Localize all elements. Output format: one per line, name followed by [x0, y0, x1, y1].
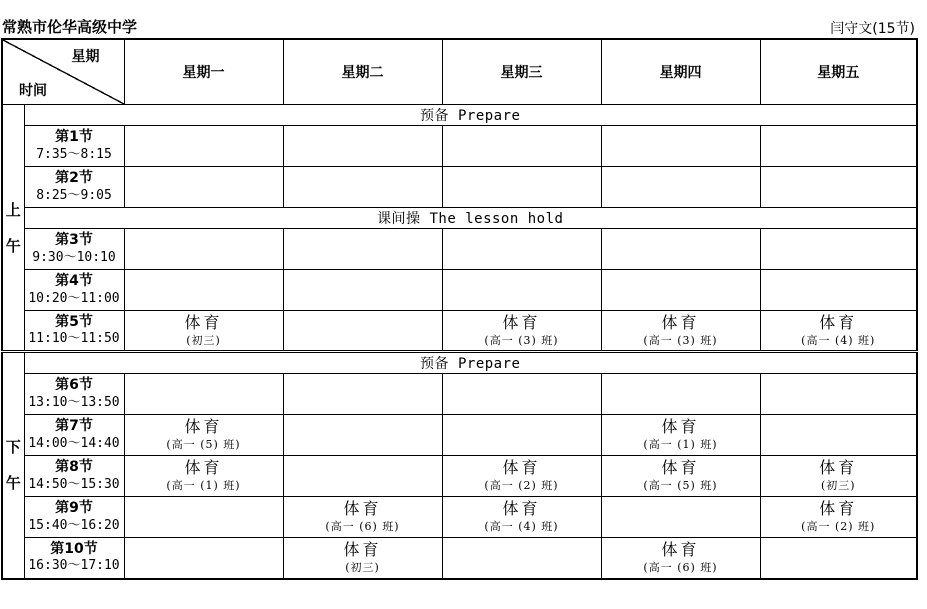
period-label: [24, 415, 124, 456]
schedule-cell-fri: [760, 374, 917, 415]
schedule-cell-wed: [442, 126, 601, 167]
schedule-cell-fri: [760, 415, 917, 456]
schedule-cell-thu: [601, 415, 760, 456]
period-row: [2, 167, 917, 208]
corner-cell: [2, 39, 124, 105]
subject-name: 体育: [661, 458, 700, 477]
prepare-pm-row: [2, 352, 917, 374]
half-label-text: 下 午: [5, 438, 21, 493]
class-name: (高一 (6) 班): [643, 560, 718, 574]
prepare-am: 预备 Prepare: [24, 105, 917, 126]
period-number: 第10节: [50, 540, 98, 557]
period-label: [24, 167, 124, 208]
schedule-cell-mon: [124, 311, 283, 352]
schedule-cell-fri: [760, 270, 917, 311]
subject-name: 体育: [661, 417, 700, 436]
class-name: (初三): [345, 560, 380, 574]
period-row: [2, 374, 917, 415]
schedule-cell-wed: [442, 374, 601, 415]
schedule-cell-tue: [283, 270, 442, 311]
schedule-cell-mon: [124, 415, 283, 456]
period-time: 11:10～11:50: [28, 331, 120, 347]
schedule-cell-thu: [601, 374, 760, 415]
schedule-cell-thu: [601, 311, 760, 352]
half-label-text: 上 午: [5, 200, 21, 255]
subject-name: 体育: [502, 458, 541, 477]
schedule-cell-fri: [760, 229, 917, 270]
period-number: 第5节: [55, 313, 93, 330]
period-label: [24, 456, 124, 497]
period-number: 第1节: [55, 129, 93, 146]
schedule-cell-fri: [760, 126, 917, 167]
schedule-cell-wed: [442, 229, 601, 270]
schedule-cell-tue: [283, 126, 442, 167]
class-name: (高一 (3) 班): [484, 333, 559, 347]
period-number: 第8节: [55, 459, 93, 476]
schedule-cell-thu: [601, 126, 760, 167]
schedule-cell-tue: [283, 456, 442, 497]
half-label-pm: [2, 352, 24, 579]
subject-name: 体育: [502, 312, 541, 332]
period-time: 14:50～15:30: [28, 476, 120, 492]
morning-exercise: 课间操 The lesson hold: [24, 208, 917, 229]
period-label: [24, 311, 124, 352]
schedule-cell-fri: [760, 311, 917, 352]
class-name: (高一 (6) 班): [325, 520, 400, 533]
schedule-cell-tue: [283, 167, 442, 208]
schedule-cell-wed: [442, 538, 601, 579]
period-number: 第2节: [55, 170, 93, 187]
class-name: (初三): [186, 333, 221, 347]
schedule-cell-fri: [760, 497, 917, 538]
schedule-cell-wed: [442, 415, 601, 456]
period-number: 第9节: [55, 500, 93, 517]
period-row: [2, 415, 917, 456]
class-name: (初三): [820, 479, 856, 492]
day-header-tue: 星期二: [283, 39, 442, 105]
schedule-cell-mon: [124, 126, 283, 167]
period-time: 7:35～8:15: [36, 146, 112, 162]
period-row: [2, 538, 917, 579]
period-row: [2, 311, 917, 352]
schedule-cell-thu: [601, 456, 760, 497]
teacher-name: 闫守文(15节): [830, 21, 915, 37]
schedule-cell-tue: [283, 374, 442, 415]
schedule-cell-thu: [601, 229, 760, 270]
schedule-cell-tue: [283, 538, 442, 579]
schedule-cell-wed: [442, 497, 601, 538]
schedule-cell-mon: [124, 538, 283, 579]
class-name: (高一 (5) 班): [166, 438, 241, 451]
schedule-cell-mon: [124, 167, 283, 208]
subject-name: 体育: [343, 499, 382, 518]
schedule-cell-thu: [601, 538, 760, 579]
schedule-cell-thu: [601, 497, 760, 538]
header-row: [2, 39, 917, 105]
period-time: 10:20～11:00: [28, 290, 120, 306]
schedule-cell-mon: [124, 456, 283, 497]
schedule-cell-mon: [124, 270, 283, 311]
class-name: (高一 (2) 班): [801, 520, 876, 533]
period-time: 8:25～9:05: [36, 187, 112, 203]
period-number: 第3节: [55, 232, 93, 249]
subject-name: 体育: [184, 458, 223, 477]
period-row: [2, 497, 917, 538]
schedule-cell-tue: [283, 415, 442, 456]
class-name: (高一 (3) 班): [643, 333, 718, 347]
period-label: [24, 229, 124, 270]
subject-name: 体育: [819, 458, 858, 477]
subject-name: 体育: [819, 499, 858, 518]
period-label: [24, 374, 124, 415]
period-row: [2, 126, 917, 167]
schedule-cell-tue: [283, 311, 442, 352]
day-header-mon: 星期一: [124, 39, 283, 105]
period-row: [2, 270, 917, 311]
schedule-cell-fri: [760, 167, 917, 208]
schedule-cell-tue: [283, 229, 442, 270]
period-label: [24, 126, 124, 167]
schedule-cell-thu: [601, 270, 760, 311]
schedule-cell-fri: [760, 538, 917, 579]
subject-name: 体育: [661, 312, 700, 332]
period-label: [24, 538, 124, 579]
class-name: (高一 (4) 班): [484, 520, 559, 533]
timetable: [1, 38, 918, 580]
prepare-pm: 预备 Prepare: [24, 352, 917, 374]
schedule-cell-wed: [442, 456, 601, 497]
period-row: [2, 456, 917, 497]
class-name: (高一 (2) 班): [484, 479, 559, 492]
schedule-cell-mon: [124, 229, 283, 270]
period-time: 16:30～17:10: [28, 558, 120, 574]
schedule-cell-wed: [442, 167, 601, 208]
schedule-cell-mon: [124, 497, 283, 538]
morning-exercise-row: [2, 208, 917, 229]
period-label: [24, 497, 124, 538]
period-label: [24, 270, 124, 311]
prepare-am-row: [2, 105, 917, 126]
class-name: (高一 (1) 班): [643, 438, 718, 451]
schedule-cell-wed: [442, 270, 601, 311]
corner-weekday-label: 星期: [71, 49, 100, 65]
period-row: [2, 229, 917, 270]
subject-name: 体育: [661, 539, 700, 559]
subject-name: 体育: [819, 312, 858, 332]
schedule-cell-fri: [760, 456, 917, 497]
half-label-am: [2, 105, 24, 352]
corner-time-label: 时间: [19, 83, 47, 99]
period-number: 第4节: [55, 273, 93, 290]
school-name: 常熟市伦华高级中学: [2, 18, 138, 36]
period-time: 9:30～10:10: [32, 249, 116, 265]
day-header-wed: 星期三: [442, 39, 601, 105]
schedule-cell-tue: [283, 497, 442, 538]
class-name: (高一 (1) 班): [166, 479, 241, 492]
class-name: (高一 (4) 班): [801, 333, 876, 347]
subject-name: 体育: [184, 312, 223, 332]
schedule-cell-wed: [442, 311, 601, 352]
period-time: 15:40～16:20: [28, 517, 120, 533]
day-header-fri: 星期五: [760, 39, 917, 105]
period-number: 第7节: [55, 418, 93, 435]
schedule-cell-thu: [601, 167, 760, 208]
subject-name: 体育: [343, 539, 382, 559]
schedule-cell-mon: [124, 374, 283, 415]
period-time: 13:10～13:50: [28, 394, 120, 410]
class-name: (高一 (5) 班): [643, 479, 718, 492]
period-number: 第6节: [55, 377, 93, 394]
day-header-thu: 星期四: [601, 39, 760, 105]
subject-name: 体育: [184, 417, 223, 436]
subject-name: 体育: [502, 499, 541, 518]
period-time: 14:00～14:40: [28, 435, 120, 451]
